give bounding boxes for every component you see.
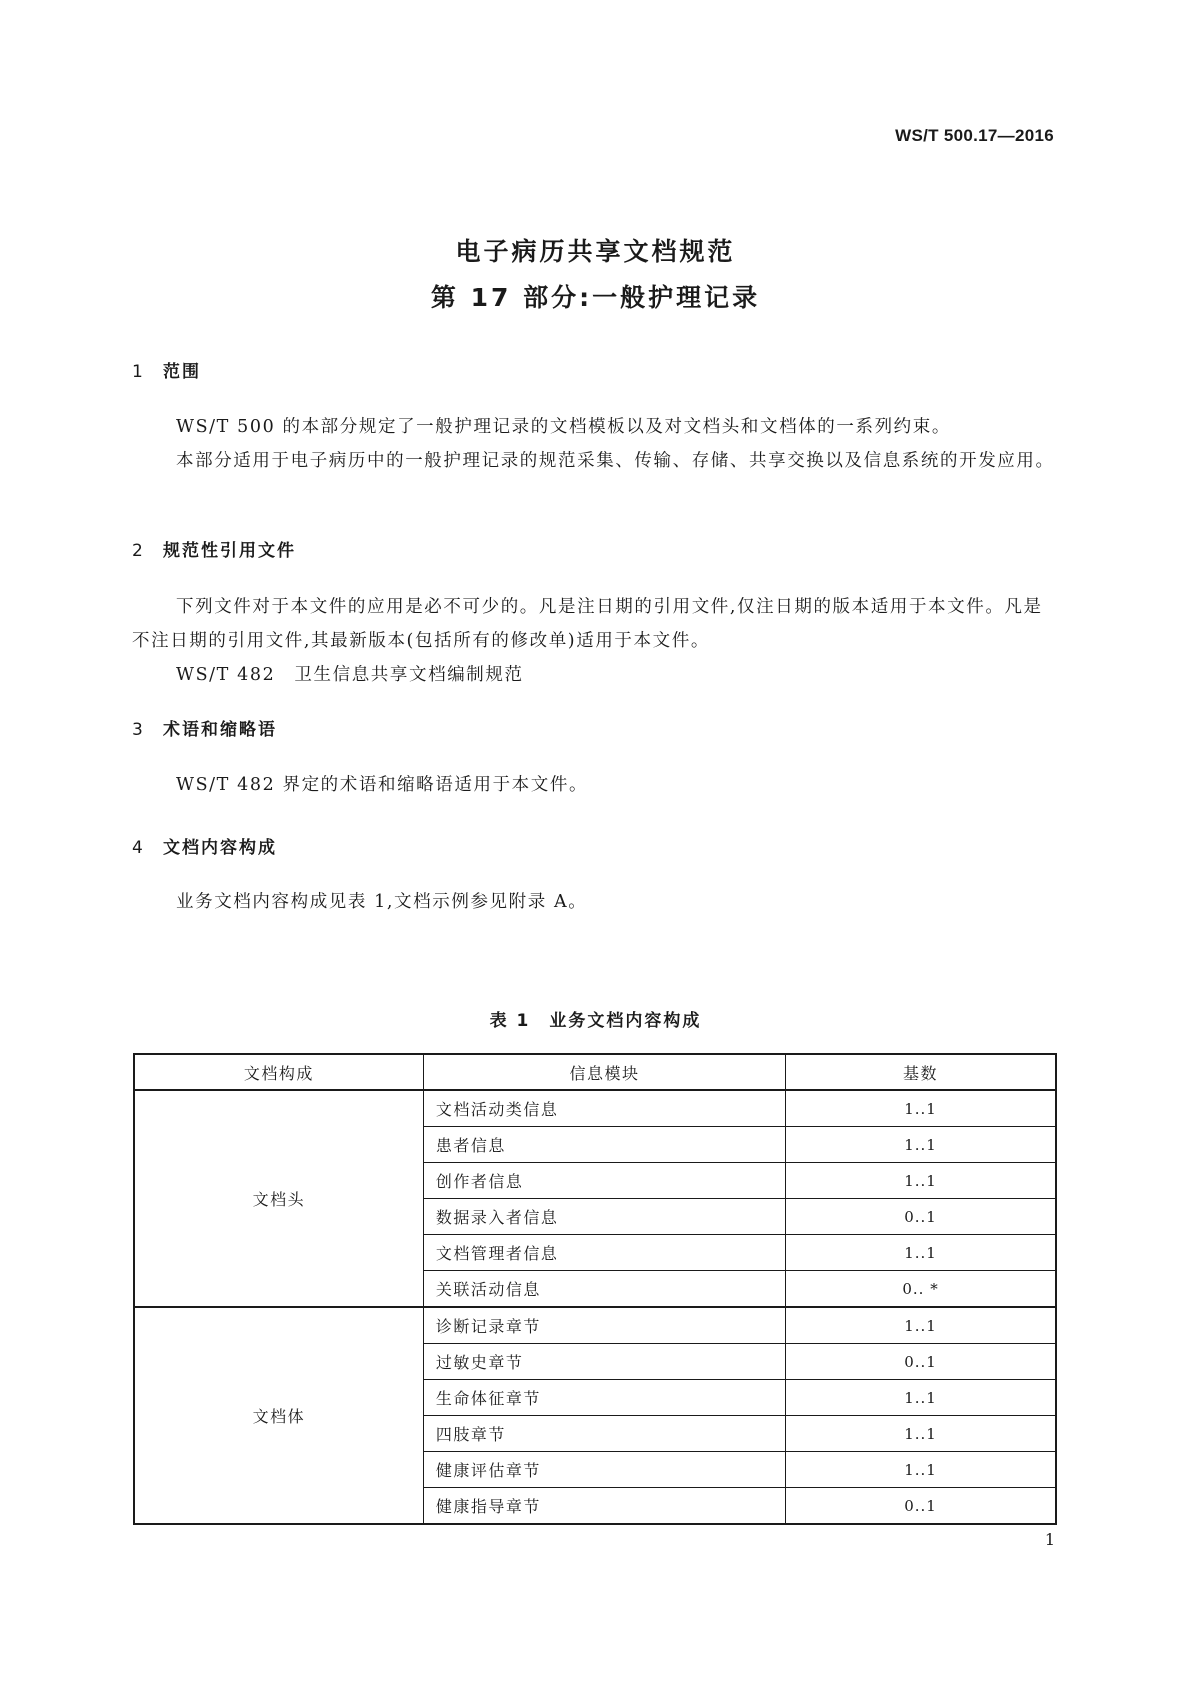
module-cell: 文档管理者信息 <box>423 1235 785 1271</box>
page-number: 1 <box>1044 1530 1055 1549</box>
module-cell: 文档活动类信息 <box>423 1090 785 1127</box>
cardinality-cell: 1..1 <box>786 1307 1056 1344</box>
section-number: 4 <box>132 838 145 858</box>
document-title: 电子病历共享文档规范 <box>455 237 736 266</box>
cardinality-cell: 0..1 <box>786 1344 1056 1380</box>
section-heading-1 <box>132 357 201 382</box>
module-cell: 生命体征章节 <box>423 1380 785 1416</box>
cardinality-cell: 1..1 <box>786 1452 1056 1488</box>
cardinality-cell: 0..1 <box>786 1488 1056 1525</box>
module-cell: 过敏史章节 <box>423 1344 785 1380</box>
module-cell: 健康指导章节 <box>423 1488 785 1525</box>
paragraph: 下列文件对于本文件的应用是必不可少的。凡是注日期的引用文件,仅注日期的版本适用于本文件。凡是不注日期的引用文件,其最新版本(包括所有的修改单)适用于本文件。 <box>132 597 1043 651</box>
module-cell: 患者信息 <box>423 1127 785 1163</box>
paragraph: WS/T 500 的本部分规定了一般护理记录的文档模板以及对文档头和文档体的一系列约束。 <box>176 417 951 437</box>
section-title: 术语和缩略语 <box>163 720 277 740</box>
cardinality-cell: 1..1 <box>786 1163 1056 1199</box>
cardinality-cell: 0..1 <box>786 1199 1056 1235</box>
cardinality-cell: 1..1 <box>786 1235 1056 1271</box>
cardinality-cell: 0.. * <box>786 1271 1056 1308</box>
section-heading-4 <box>132 833 277 858</box>
standard-code: WS/T 500.17—2016 <box>895 126 1054 145</box>
section-number: 3 <box>132 720 145 740</box>
module-cell: 数据录入者信息 <box>423 1199 785 1235</box>
paragraph: 本部分适用于电子病历中的一般护理记录的规范采集、传输、存储、共享交换以及信息系统的开发应用。 <box>176 451 1055 471</box>
cardinality-cell: 1..1 <box>786 1416 1056 1452</box>
module-cell: 健康评估章节 <box>423 1452 785 1488</box>
column-header: 文档构成 <box>134 1054 423 1090</box>
column-header: 基数 <box>786 1054 1056 1090</box>
module-cell: 关联活动信息 <box>423 1271 785 1308</box>
table-row <box>134 1090 1056 1127</box>
column-header: 信息模块 <box>423 1054 785 1090</box>
section-title: 范围 <box>163 362 201 382</box>
cardinality-cell: 1..1 <box>786 1380 1056 1416</box>
document-subtitle: 第 17 部分:一般护理记录 <box>430 283 761 312</box>
table-header-row <box>134 1054 1056 1090</box>
module-cell: 四肢章节 <box>423 1416 785 1452</box>
table-caption: 表 1 业务文档内容构成 <box>489 1011 702 1031</box>
reference-item: WS/T 482 卫生信息共享文档编制规范 <box>176 665 524 685</box>
section-title: 文档内容构成 <box>163 838 277 858</box>
table-row <box>134 1307 1056 1344</box>
section-heading-2 <box>132 536 296 561</box>
content-table <box>133 1053 1057 1525</box>
cardinality-cell: 1..1 <box>786 1090 1056 1127</box>
group-cell: 文档头 <box>134 1090 423 1307</box>
module-cell: 创作者信息 <box>423 1163 785 1199</box>
section-number: 1 <box>132 362 145 382</box>
group-cell: 文档体 <box>134 1307 423 1524</box>
paragraph: 业务文档内容构成见表 1,文档示例参见附录 A。 <box>176 892 588 912</box>
cardinality-cell: 1..1 <box>786 1127 1056 1163</box>
section-title: 规范性引用文件 <box>163 541 296 561</box>
paragraph: WS/T 482 界定的术语和缩略语适用于本文件。 <box>176 775 589 795</box>
module-cell: 诊断记录章节 <box>423 1307 785 1344</box>
section-heading-3 <box>132 715 277 740</box>
section-number: 2 <box>132 541 145 561</box>
